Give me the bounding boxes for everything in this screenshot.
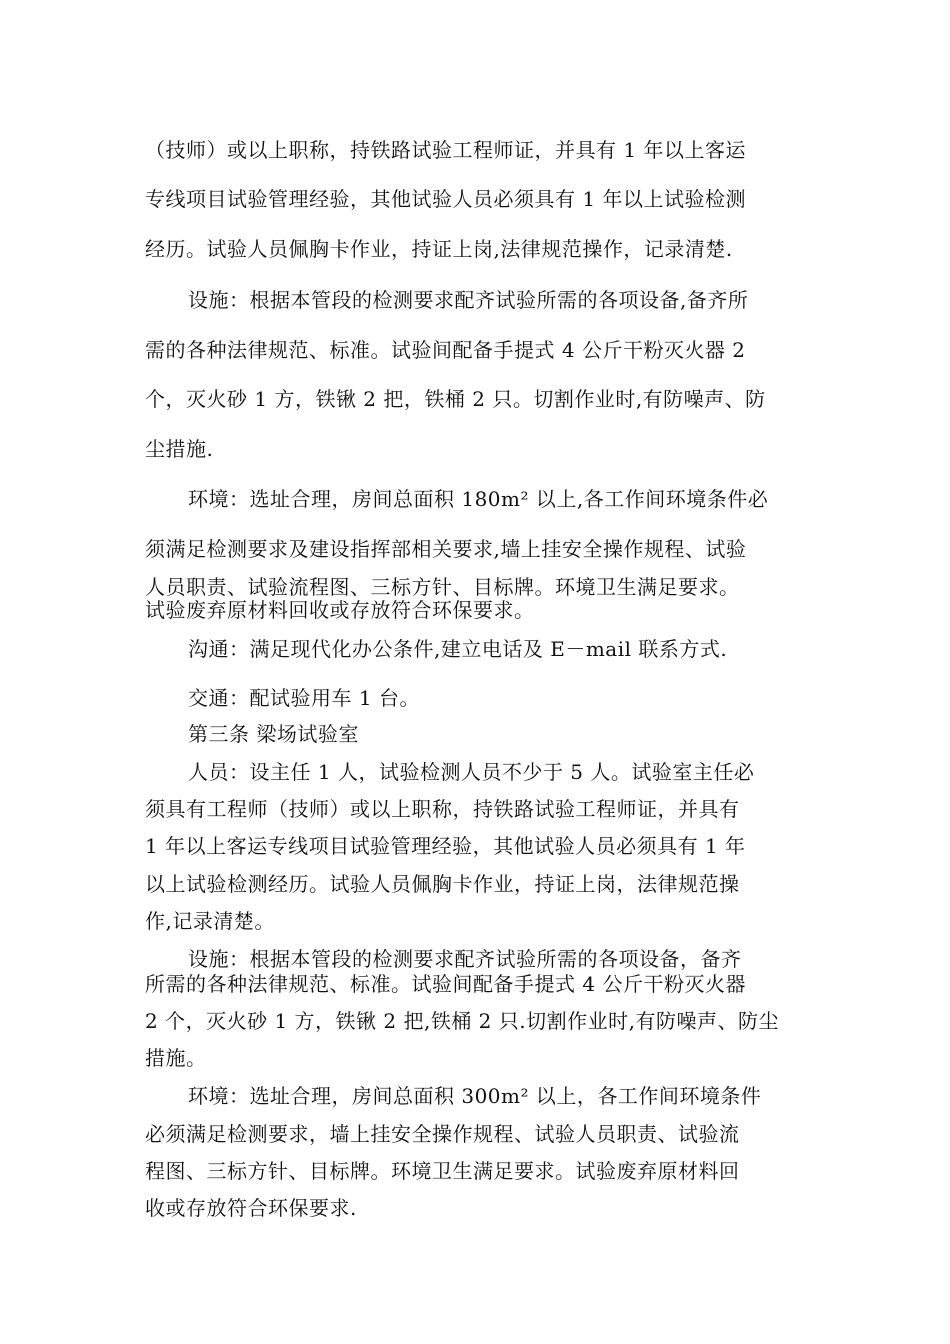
paragraph-start: 环境：选址合理，房间总面积 180m² 以上,各工作间环境条件必 xyxy=(188,487,769,511)
text-line: 试验废弃原材料回收或存放符合环保要求。 xyxy=(145,598,535,622)
paragraph-start: 人员：设主任 1 人，试验检测人员不少于 5 人。试验室主任必 xyxy=(188,760,755,784)
text-line: 人员职责、试验流程图、三标方针、目标牌。环境卫生满足要求。 xyxy=(145,575,740,599)
section-heading: 第三条 梁场试验室 xyxy=(188,722,359,746)
paragraph-start: 交通：配试验用车 1 台。 xyxy=(188,686,420,710)
text-line: 措施。 xyxy=(145,1046,207,1070)
paragraph-start: 沟通：满足现代化办公条件,建立电话及 E－mail 联系方式. xyxy=(188,637,728,661)
text-line: 专线项目试验管理经验，其他试验人员必须具有 1 年以上试验检测 xyxy=(145,187,746,211)
text-line: 须满足检测要求及建设指挥部相关要求,墙上挂安全操作规程、试验 xyxy=(145,537,747,561)
paragraph-start: 设施：根据本管段的检测要求配齐试验所需的各项设备，备齐 xyxy=(188,947,742,971)
text-line: 个，灭火砂 1 方，铁锹 2 把，铁桶 2 只。切割作业时,有防噪声、防 xyxy=(145,387,766,411)
text-line: 所需的各种法律规范、标准。试验间配备手提式 4 公斤干粉灭火器 xyxy=(145,972,746,996)
text-line: 须具有工程师（技师）或以上职称，持铁路试验工程师证，并具有 xyxy=(145,797,740,821)
text-line: 收或存放符合环保要求. xyxy=(145,1196,357,1220)
text-line: 以上试验检测经历。试验人员佩胸卡作业，持证上岗，法律规范操 xyxy=(145,872,740,896)
text-line: 作,记录清楚。 xyxy=(145,909,275,933)
text-line: 程图、三标方针、目标牌。环境卫生满足要求。试验废弃原材料回 xyxy=(145,1159,740,1183)
text-line: 经历。试验人员佩胸卡作业，持证上岗,法律规范操作，记录清楚. xyxy=(145,237,733,261)
text-line: 尘措施. xyxy=(145,437,214,461)
text-line: 1 年以上客运专线项目试验管理经验，其他试验人员必须具有 1 年 xyxy=(145,834,746,858)
text-line: 2 个，灭火砂 1 方，铁锹 2 把,铁桶 2 只.切割作业时,有防噪声、防尘 xyxy=(145,1009,779,1033)
text-line: 必须满足检测要求，墙上挂安全操作规程、试验人员职责、试验流 xyxy=(145,1122,740,1146)
text-line: 需的各种法律规范、标准。试验间配备手提式 4 公斤干粉灭火器 2 xyxy=(145,338,746,362)
paragraph-start: 设施：根据本管段的检测要求配齐试验所需的各项设备,备齐所 xyxy=(188,288,749,312)
paragraph-start: 环境：选址合理，房间总面积 300m² 以上，各工作间环境条件 xyxy=(188,1084,762,1108)
text-line: （技师）或以上职称，持铁路试验工程师证，并具有 1 年以上客运 xyxy=(145,138,746,162)
